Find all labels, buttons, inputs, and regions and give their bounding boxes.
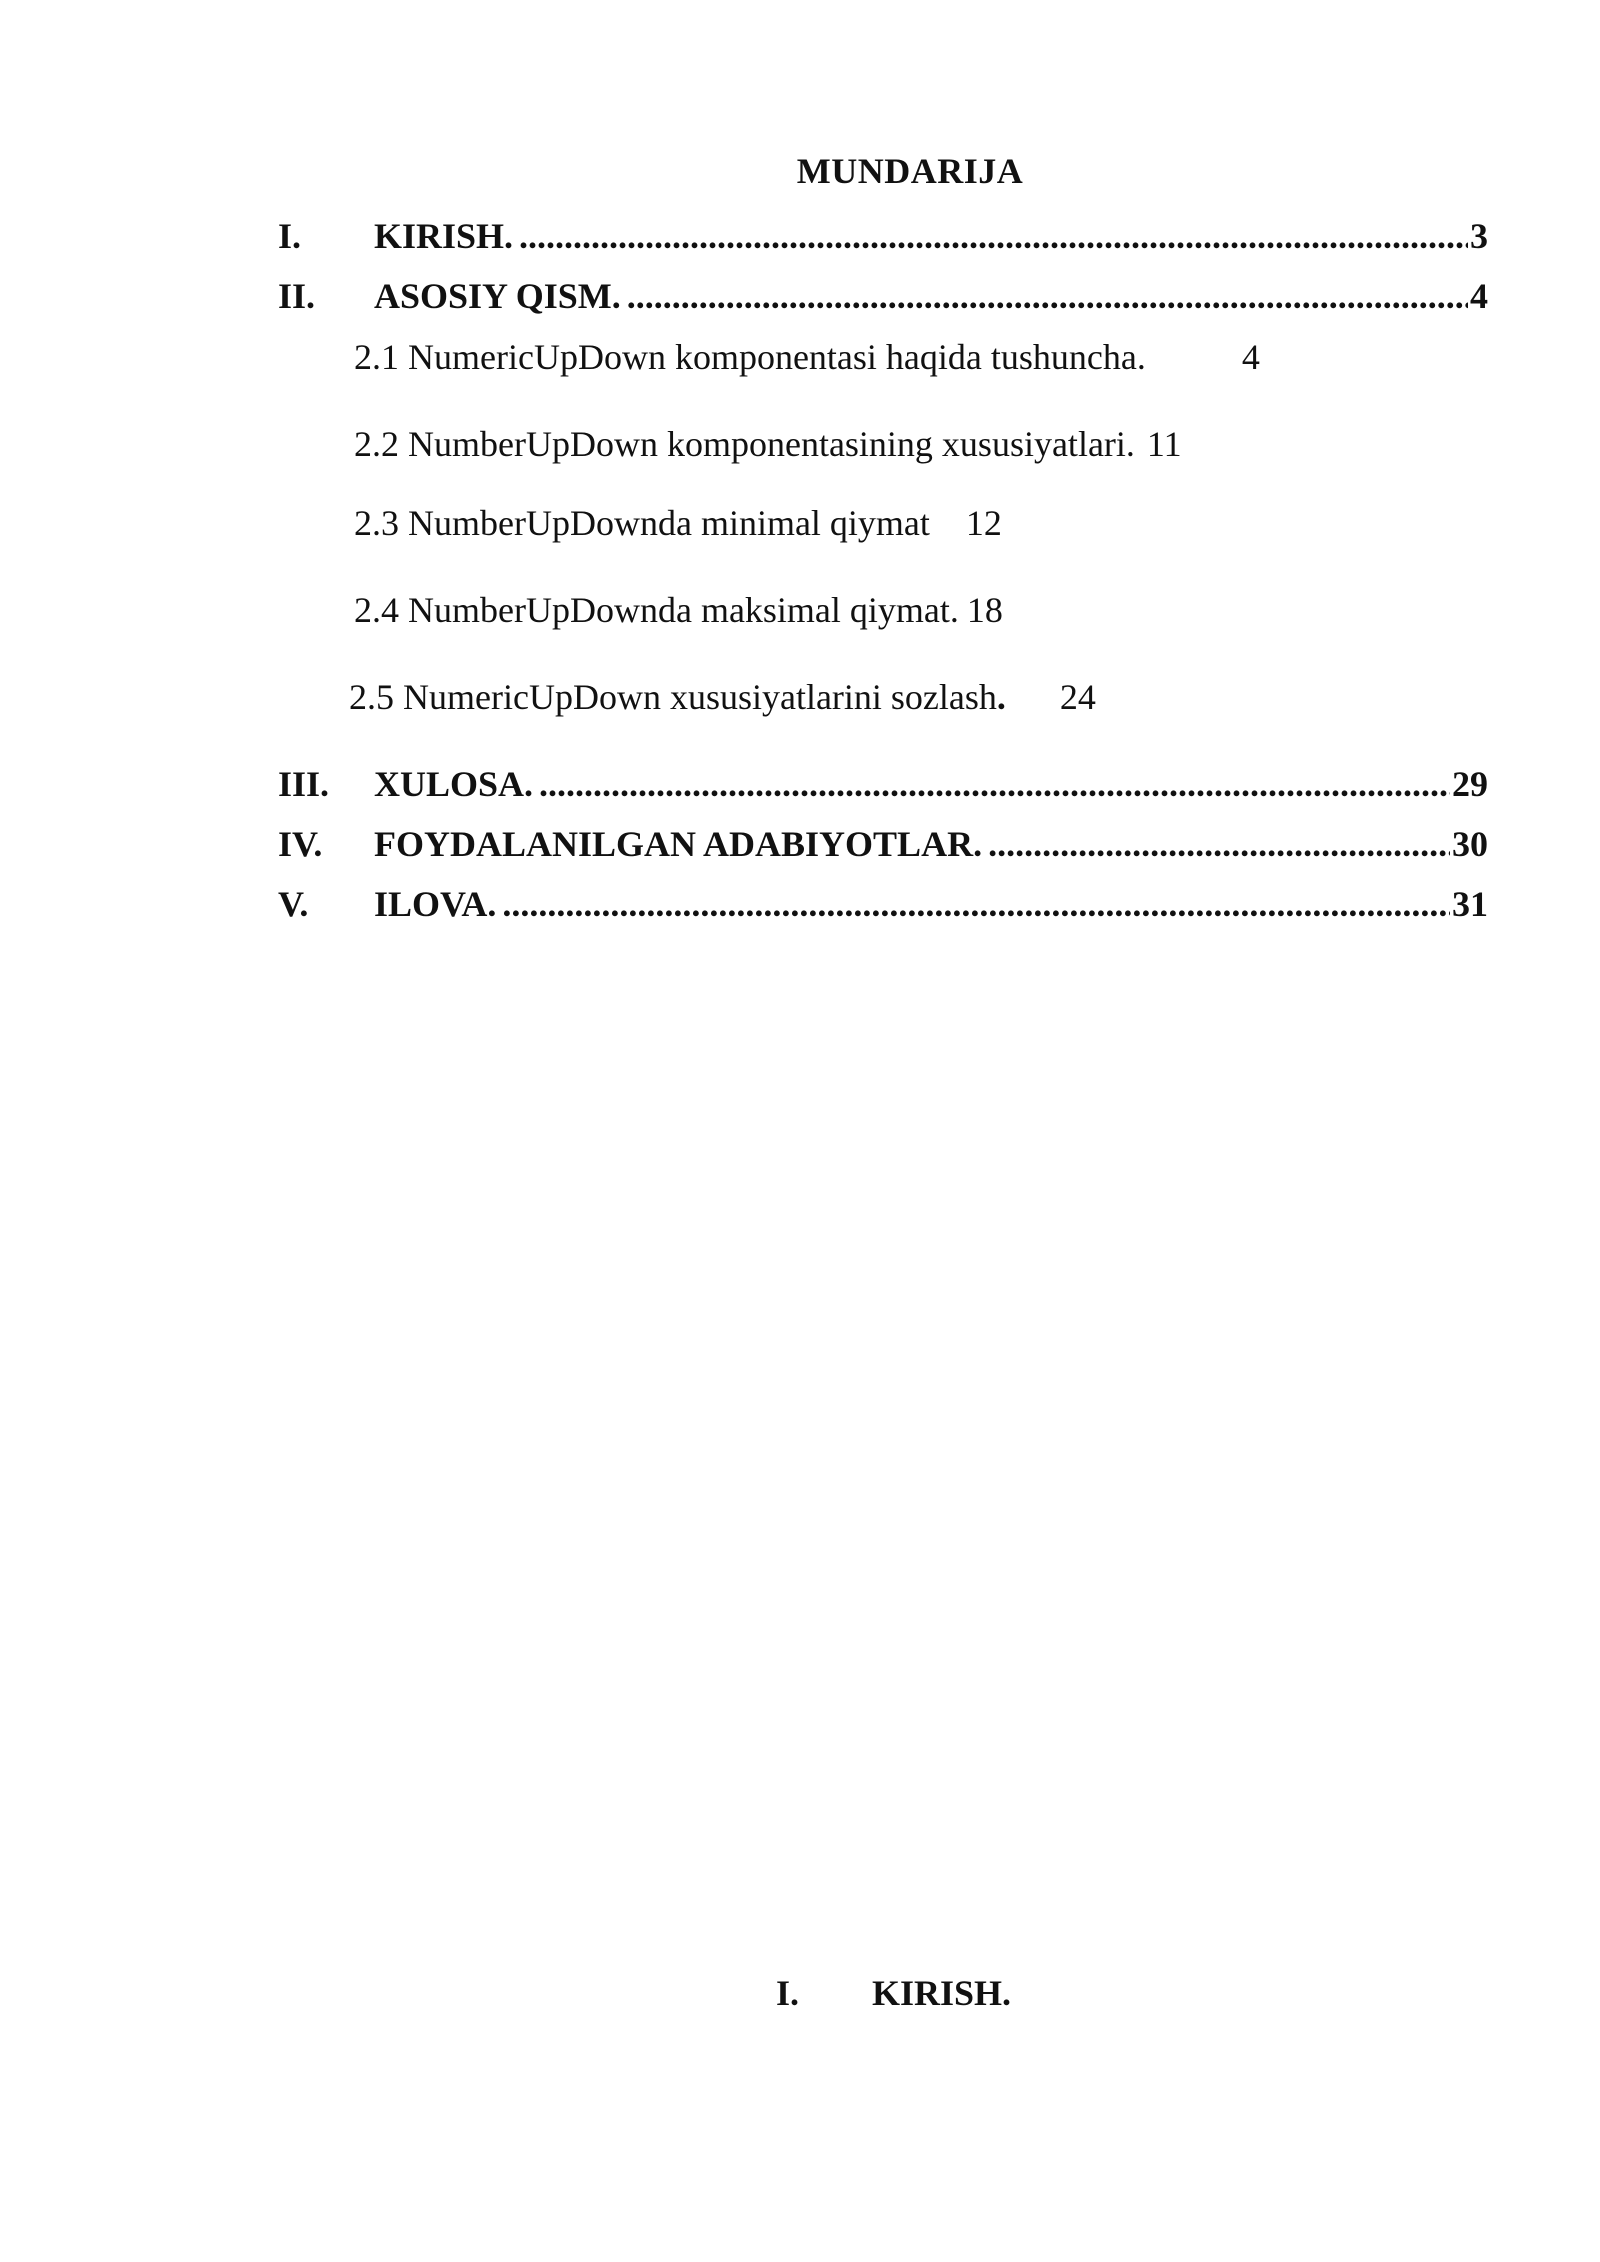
toc-subentry-title: 2.1 NumericUpDown komponentasi haqida tushuncha.	[354, 337, 1146, 377]
toc-title: XULOSA.	[374, 764, 534, 804]
toc-title: KIRISH.	[374, 216, 514, 256]
toc-number: V.	[278, 884, 309, 924]
toc-entry-asosiy-qism	[278, 275, 1488, 325]
toc-subentry-2-4	[354, 589, 1003, 631]
toc-subentry-page: 4	[1241, 337, 1260, 377]
toc-subentry-page: 12	[965, 503, 1002, 543]
toc-subentry-title: 2.4 NumberUpDownda maksimal qiymat.	[354, 590, 959, 630]
toc-subentry-title: 2.5 NumericUpDown xususiyatlarini sozlash	[349, 677, 997, 717]
toc-leader-dots	[519, 215, 1468, 257]
toc-title: ASOSIY QISM.	[374, 276, 621, 316]
toc-leader-dots	[627, 275, 1468, 317]
toc-leader-dots	[502, 883, 1450, 925]
toc-entry-foydalanilgan-adabiyotlar	[278, 823, 1488, 873]
toc-number: III.	[278, 764, 330, 804]
toc-page-number: 30	[1452, 824, 1488, 864]
toc-number: I.	[278, 216, 302, 256]
toc-page-number: 3	[1470, 216, 1488, 256]
toc-title: FOYDALANILGAN ADABIYOTLAR.	[374, 824, 983, 864]
toc-subentry-title: 2.3 NumberUpDownda minimal qiymat	[354, 503, 930, 543]
toc-subentry-2-3	[354, 502, 1002, 544]
toc-number: II.	[278, 276, 316, 316]
toc-subentry-title: 2.2 NumberUpDown komponentasining xususiyatlari.	[354, 424, 1135, 464]
toc-subentry-page: 11	[1146, 424, 1182, 464]
toc-leader-dots	[988, 823, 1450, 865]
toc-number: IV.	[278, 824, 323, 864]
toc-page-number: 31	[1452, 884, 1488, 924]
toc-subentry-page: 24	[1059, 677, 1096, 717]
toc-entry-xulosa	[278, 763, 1488, 813]
section-heading-number: I.	[776, 1973, 800, 2013]
toc-subentry-2-1	[354, 336, 1260, 378]
section-heading-kirish	[776, 1972, 1011, 2014]
section-heading-title: KIRISH.	[872, 1973, 1012, 2013]
toc-leader-dots	[539, 763, 1450, 805]
toc-subentry-title-period: .	[996, 677, 1006, 717]
toc-entry-kirish	[278, 215, 1488, 265]
toc-subentry-page: 18	[966, 590, 1003, 630]
toc-subentry-2-2	[354, 423, 1182, 465]
toc-page-number: 29	[1452, 764, 1488, 804]
toc-page-number: 4	[1470, 276, 1488, 316]
toc-entry-ilova	[278, 883, 1488, 933]
toc-subentry-2-5	[349, 676, 1096, 718]
page-title: MUNDARIJA	[796, 151, 1024, 191]
toc-title: ILOVA.	[374, 884, 497, 924]
